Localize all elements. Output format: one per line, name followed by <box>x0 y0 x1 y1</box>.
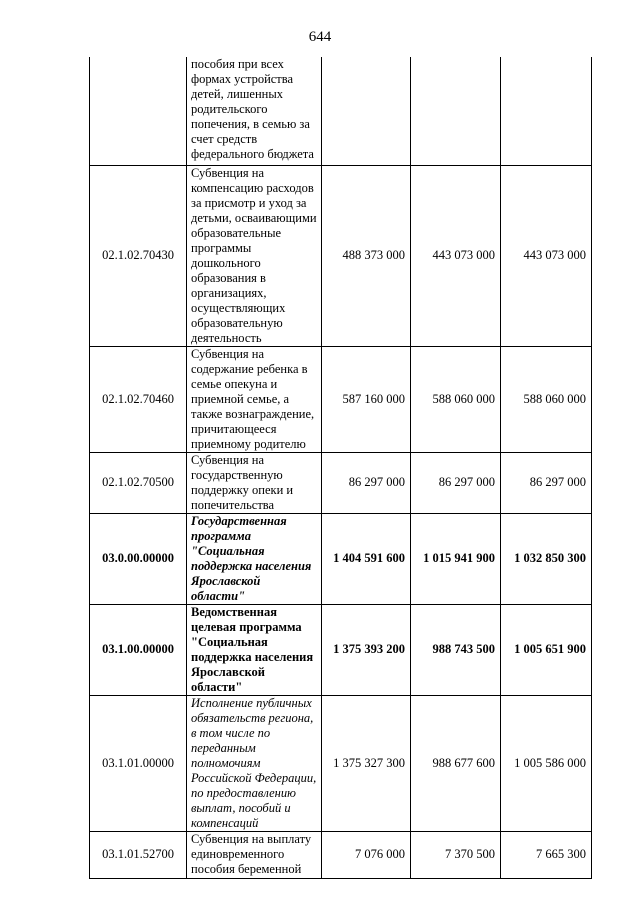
row-value-2: 1 015 941 900 <box>411 513 501 604</box>
table-row <box>90 165 592 346</box>
row-value-3: 443 073 000 <box>501 165 592 346</box>
row-code <box>90 57 187 165</box>
row-name: Субвенция на выплату единовременного пособия беременной <box>187 831 322 878</box>
row-code: 03.1.00.00000 <box>90 604 187 695</box>
row-value-3: 1 005 586 000 <box>501 695 592 831</box>
row-value-3: 7 665 300 <box>501 831 592 878</box>
row-value-2: 7 370 500 <box>411 831 501 878</box>
row-value-2: 588 060 000 <box>411 346 501 452</box>
row-name: пособия при всех формах устройства детей, лишенных родительского попечения, в семью за счет средств федерального бюджета <box>187 57 322 165</box>
row-value-2: 443 073 000 <box>411 165 501 346</box>
table-row <box>90 513 592 604</box>
row-value-1: 1 375 393 200 <box>322 604 411 695</box>
row-value-1: 7 076 000 <box>322 831 411 878</box>
row-value-1 <box>322 57 411 165</box>
row-value-3: 588 060 000 <box>501 346 592 452</box>
row-name: Ведомственная целевая программа "Социальная поддержка населения Ярославской области" <box>187 604 322 695</box>
row-code: 02.1.02.70460 <box>90 346 187 452</box>
row-name: Государственная программа "Социальная поддержка населения Ярославской области" <box>187 513 322 604</box>
row-value-1: 587 160 000 <box>322 346 411 452</box>
row-value-1: 86 297 000 <box>322 452 411 513</box>
row-value-3: 86 297 000 <box>501 452 592 513</box>
row-value-1: 1 375 327 300 <box>322 695 411 831</box>
row-name: Исполнение публичных обязательств региона, в том числе по переданным полномочиям Российской Федерации, по предоставлению выплат, пособий и компенсаций <box>187 695 322 831</box>
row-name: Субвенция на содержание ребенка в семье опекуна и приемной семье, а также вознаграждение, причитающееся приемному родителю <box>187 346 322 452</box>
row-value-2 <box>411 57 501 165</box>
page-number: 644 <box>308 29 332 45</box>
row-code: 03.1.01.00000 <box>90 695 187 831</box>
table-row <box>90 346 592 452</box>
table-row <box>90 452 592 513</box>
row-name: Субвенция на государственную поддержку опеки и попечительства <box>187 452 322 513</box>
table-row <box>90 57 592 165</box>
table-row <box>90 831 592 878</box>
row-value-2: 988 677 600 <box>411 695 501 831</box>
row-value-2: 86 297 000 <box>411 452 501 513</box>
row-value-3: 1 005 651 900 <box>501 604 592 695</box>
row-code: 02.1.02.70430 <box>90 165 187 346</box>
table-row <box>90 695 592 831</box>
row-code: 03.0.00.00000 <box>90 513 187 604</box>
budget-table <box>89 57 592 879</box>
row-value-3: 1 032 850 300 <box>501 513 592 604</box>
row-code: 02.1.02.70500 <box>90 452 187 513</box>
row-value-3 <box>501 57 592 165</box>
row-value-2: 988 743 500 <box>411 604 501 695</box>
row-value-1: 488 373 000 <box>322 165 411 346</box>
row-name: Субвенция на компенсацию расходов за присмотр и уход за детьми, осваивающими образовательные программы дошкольного образования в организациях, осуществляющих образовательную деятельность <box>187 165 322 346</box>
row-code: 03.1.01.52700 <box>90 831 187 878</box>
table-row <box>90 604 592 695</box>
row-value-1: 1 404 591 600 <box>322 513 411 604</box>
